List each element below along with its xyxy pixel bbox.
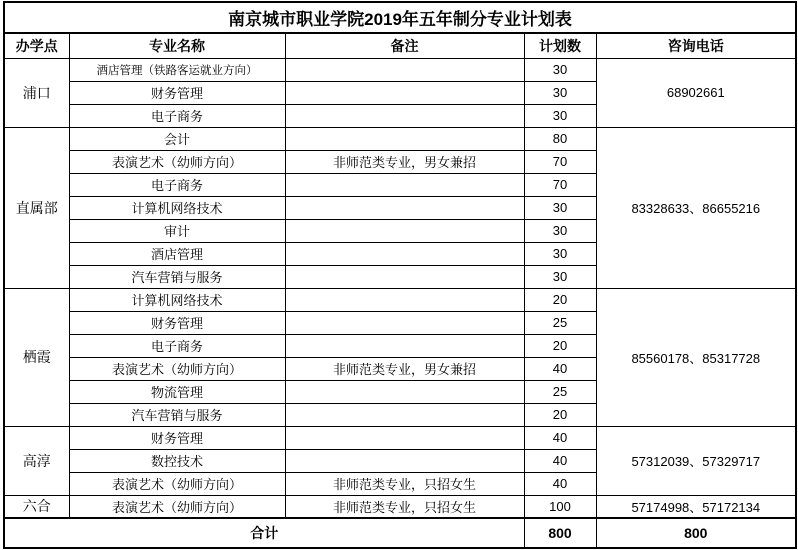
- note-cell: 非师范类专业，男女兼招: [285, 150, 524, 173]
- plan-cell: 25: [524, 380, 596, 403]
- note-cell: [285, 311, 524, 334]
- note-cell: [285, 242, 524, 265]
- note-cell: 非师范类专业，只招女生: [285, 495, 524, 518]
- major-cell: 汽车营销与服务: [69, 403, 285, 426]
- note-cell: [285, 403, 524, 426]
- plan-cell: 100: [524, 495, 596, 518]
- major-cell: 会计: [69, 127, 285, 150]
- major-cell: 表演艺术（幼师方向）: [69, 357, 285, 380]
- table-row: [4, 495, 796, 518]
- note-cell: [285, 81, 524, 104]
- plan-cell: 70: [524, 150, 596, 173]
- total-phone: 800: [596, 518, 796, 548]
- title-row: [4, 2, 796, 33]
- plan-cell: 20: [524, 288, 596, 311]
- site-cell-qixia: 栖霞: [4, 288, 69, 426]
- major-cell: 表演艺术（幼师方向）: [69, 150, 285, 173]
- plan-cell: 30: [524, 242, 596, 265]
- major-cell: 审计: [69, 219, 285, 242]
- note-cell: [285, 219, 524, 242]
- page-title: 南京城市职业学院2019年五年制分专业计划表: [4, 2, 796, 33]
- plan-cell: 40: [524, 357, 596, 380]
- major-cell: 酒店管理: [69, 242, 285, 265]
- major-cell: 计算机网络技术: [69, 288, 285, 311]
- table-row: [4, 127, 796, 150]
- major-cell: 财务管理: [69, 81, 285, 104]
- note-cell: [285, 426, 524, 449]
- note-cell: 非师范类专业，只招女生: [285, 472, 524, 495]
- plan-cell: 40: [524, 449, 596, 472]
- plan-cell: 30: [524, 265, 596, 288]
- plan-cell: 30: [524, 104, 596, 127]
- major-cell: 电子商务: [69, 104, 285, 127]
- total-row: [4, 518, 796, 548]
- note-cell: [285, 449, 524, 472]
- plan-cell: 40: [524, 426, 596, 449]
- major-cell: 酒店管理（铁路客运就业方向）: [69, 58, 285, 81]
- major-cell: 汽车营销与服务: [69, 265, 285, 288]
- phone-cell-zhishubu: 83328633、86655216: [596, 127, 796, 288]
- note-cell: [285, 104, 524, 127]
- plan-cell: 20: [524, 334, 596, 357]
- column-header-plan: 计划数: [524, 33, 596, 58]
- site-cell-gaochun: 高淳: [4, 426, 69, 495]
- note-cell: [285, 288, 524, 311]
- major-cell: 数控技术: [69, 449, 285, 472]
- major-cell: 电子商务: [69, 334, 285, 357]
- phone-cell-luhe: 57174998、57172134: [596, 495, 796, 518]
- note-cell: [285, 265, 524, 288]
- major-cell: 表演艺术（幼师方向）: [69, 472, 285, 495]
- column-header-phone: 咨询电话: [596, 33, 796, 58]
- phone-cell-pukou: 68902661: [596, 58, 796, 127]
- phone-cell-qixia: 85560178、85317728: [596, 288, 796, 426]
- column-header-site: 办学点: [4, 33, 69, 58]
- header-row: [4, 33, 796, 58]
- major-cell: 财务管理: [69, 311, 285, 334]
- plan-cell: 30: [524, 219, 596, 242]
- total-label: 合计: [4, 518, 524, 548]
- column-header-note: 备注: [285, 33, 524, 58]
- note-cell: [285, 334, 524, 357]
- major-cell: 表演艺术（幼师方向）: [69, 495, 285, 518]
- site-cell-pukou: 浦口: [4, 58, 69, 127]
- major-cell: 财务管理: [69, 426, 285, 449]
- note-cell: [285, 173, 524, 196]
- note-cell: [285, 58, 524, 81]
- site-cell-luhe: 六合: [4, 495, 69, 518]
- plan-cell: 80: [524, 127, 596, 150]
- note-cell: [285, 127, 524, 150]
- major-cell: 计算机网络技术: [69, 196, 285, 219]
- plan-cell: 25: [524, 311, 596, 334]
- major-cell: 电子商务: [69, 173, 285, 196]
- total-plan: 800: [524, 518, 596, 548]
- plan-cell: 40: [524, 472, 596, 495]
- column-header-major: 专业名称: [69, 33, 285, 58]
- table-row: [4, 288, 796, 311]
- plan-cell: 30: [524, 81, 596, 104]
- site-cell-zhishubu: 直属部: [4, 127, 69, 288]
- note-cell: 非师范类专业，男女兼招: [285, 357, 524, 380]
- plan-cell: 30: [524, 58, 596, 81]
- note-cell: [285, 196, 524, 219]
- note-cell: [285, 380, 524, 403]
- major-cell: 物流管理: [69, 380, 285, 403]
- plan-cell: 30: [524, 196, 596, 219]
- table-row: [4, 58, 796, 81]
- phone-cell-gaochun: 57312039、57329717: [596, 426, 796, 495]
- plan-cell: 70: [524, 173, 596, 196]
- plan-cell: 20: [524, 403, 596, 426]
- plan-table: [3, 1, 797, 549]
- table-row: [4, 426, 796, 449]
